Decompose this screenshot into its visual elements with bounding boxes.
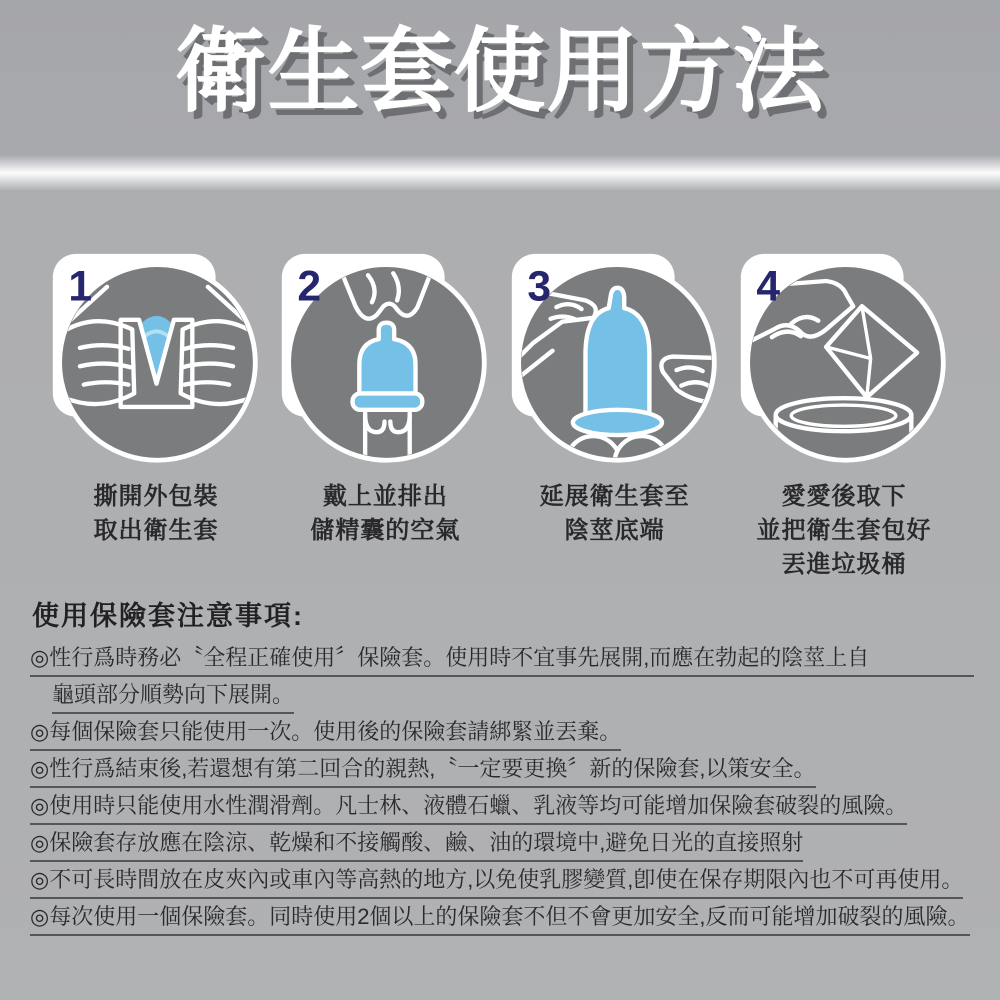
note-text: ◎性行爲結束後,若還想有第二回合的親熱,〝一定要更換〞新的保險套,以策安全。 [30, 756, 816, 788]
note-text: 龜頭部分順勢向下展開。 [52, 682, 294, 714]
step-3 [501, 250, 729, 582]
caption-line: 延展衛生套至 [539, 483, 690, 510]
header [0, 0, 1000, 190]
note-line [30, 756, 974, 788]
caption-line: 儲精囊的空氣 [310, 517, 461, 544]
gloss-divider-band [0, 155, 1000, 191]
step-2 [271, 250, 499, 582]
tear-open-package-icon [47, 250, 265, 468]
note-text: ◎每次使用一個保險套。同時使用2個以上的保險套不但不會更加安全,反而可能增加破裂的風險。 [30, 904, 970, 936]
page-title: 衛生套使用方法 [174, 21, 826, 123]
caption-line: 並把衛生套包好 [756, 517, 932, 544]
note-text: ◎使用時只能使用水性潤滑劑。凡士林、液體石蠟、乳液等均可能增加保險套破裂的風險。 [30, 793, 907, 825]
caption-line: 取出衛生套 [93, 517, 219, 544]
caption-line: 戴上並排出 [322, 483, 448, 510]
step-4 [730, 250, 958, 582]
step-number: 3 [526, 262, 551, 311]
steps-row [0, 250, 1000, 582]
caption-line: 陰莖底端 [564, 517, 665, 544]
note-line [30, 793, 974, 825]
roll-to-base-icon [506, 250, 724, 468]
usage-notes-section [0, 594, 1000, 936]
note-line [30, 830, 974, 862]
caption-line: 愛愛後取下 [781, 483, 907, 510]
note-text: ◎不可長時間放在皮夾內或車內等高熱的地方,以免使乳膠變質,卽使在保存期限內也不可再使用。 [30, 867, 963, 899]
step-caption [540, 480, 690, 548]
caption-line: 撕開外包裝 [93, 483, 219, 510]
notes-heading: 使用保險套注意事項: [32, 601, 304, 631]
note-text: ◎保險套存放應在陰涼、乾燥和不接觸酸、鹼、油的環境中,避免日光的直接照射 [30, 830, 803, 862]
note-text: ◎每個保險套只能使用一次。使用後的保險套請綁緊並丟棄。 [30, 719, 621, 751]
pinch-tip-put-on-icon [276, 250, 494, 468]
step-caption [310, 480, 460, 548]
note-line [30, 645, 974, 677]
step-number: 4 [756, 262, 781, 311]
note-line [30, 719, 974, 751]
note-line [52, 682, 974, 714]
caption-line: 丟進垃圾桶 [781, 551, 907, 578]
note-text: ◎性行爲時務必〝全程正確使用〞保險套。使用時不宜事先展開,而應在勃起的陰莖上自 [30, 645, 974, 677]
step-number: 2 [297, 262, 322, 311]
step-caption [756, 480, 931, 582]
step-caption [94, 480, 219, 548]
step-number: 1 [68, 262, 93, 311]
note-line [30, 904, 974, 936]
note-line [30, 867, 974, 899]
step-1 [42, 250, 270, 582]
wrap-and-discard-icon [735, 250, 953, 468]
